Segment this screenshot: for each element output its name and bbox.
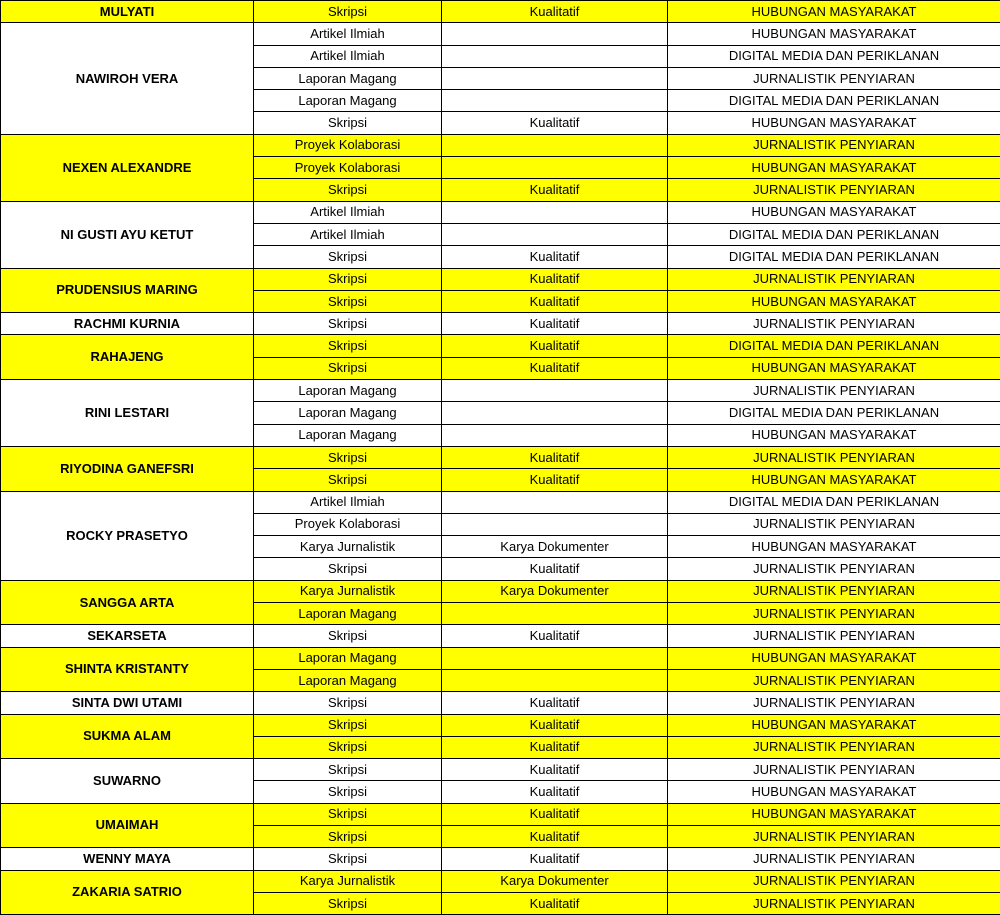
method-cell [442, 201, 668, 223]
student-name-cell: SEKARSETA [1, 625, 254, 647]
concentration-cell: JURNALISTIK PENYIARAN [668, 268, 1000, 290]
method-cell [442, 603, 668, 625]
table-row [1, 625, 1000, 647]
method-cell: Kualitatif [442, 803, 668, 825]
concentration-cell: HUBUNGAN MASYARAKAT [668, 157, 1000, 179]
method-cell: Kualitatif [442, 625, 668, 647]
concentration-cell: HUBUNGAN MASYARAKAT [668, 803, 1000, 825]
concentration-cell: JURNALISTIK PENYIARAN [668, 870, 1000, 892]
work-type-cell: Skripsi [254, 1, 442, 23]
concentration-cell: HUBUNGAN MASYARAKAT [668, 112, 1000, 134]
work-type-cell: Artikel Ilmiah [254, 23, 442, 45]
work-type-cell: Skripsi [254, 290, 442, 312]
concentration-cell: JURNALISTIK PENYIARAN [668, 625, 1000, 647]
method-cell: Kualitatif [442, 179, 668, 201]
student-name-cell: ROCKY PRASETYO [1, 491, 254, 580]
work-type-cell: Artikel Ilmiah [254, 491, 442, 513]
work-type-cell: Skripsi [254, 736, 442, 758]
student-name-cell: RIYODINA GANEFSRI [1, 446, 254, 491]
work-type-cell: Laporan Magang [254, 90, 442, 112]
concentration-cell: JURNALISTIK PENYIARAN [668, 446, 1000, 468]
method-cell: Kualitatif [442, 692, 668, 714]
work-type-cell: Artikel Ilmiah [254, 201, 442, 223]
method-cell [442, 134, 668, 156]
concentration-cell: HUBUNGAN MASYARAKAT [668, 23, 1000, 45]
method-cell: Kualitatif [442, 357, 668, 379]
work-type-cell: Laporan Magang [254, 603, 442, 625]
work-type-cell: Skripsi [254, 268, 442, 290]
table-row [1, 268, 1000, 290]
concentration-cell: HUBUNGAN MASYARAKAT [668, 714, 1000, 736]
student-name-cell: NEXEN ALEXANDRE [1, 134, 254, 201]
concentration-cell: JURNALISTIK PENYIARAN [668, 603, 1000, 625]
table-row [1, 313, 1000, 335]
method-cell: Kualitatif [442, 781, 668, 803]
concentration-cell: DIGITAL MEDIA DAN PERIKLANAN [668, 402, 1000, 424]
method-cell: Kualitatif [442, 112, 668, 134]
method-cell [442, 491, 668, 513]
student-name-cell: SUKMA ALAM [1, 714, 254, 759]
concentration-cell: HUBUNGAN MASYARAKAT [668, 424, 1000, 446]
method-cell: Kualitatif [442, 246, 668, 268]
method-cell: Kualitatif [442, 335, 668, 357]
work-type-cell: Skripsi [254, 558, 442, 580]
student-name-cell: SANGGA ARTA [1, 580, 254, 625]
concentration-cell: JURNALISTIK PENYIARAN [668, 558, 1000, 580]
method-cell: Karya Dokumenter [442, 580, 668, 602]
work-type-cell: Skripsi [254, 848, 442, 870]
work-type-cell: Skripsi [254, 825, 442, 847]
student-name-cell: RINI LESTARI [1, 380, 254, 447]
work-type-cell: Skripsi [254, 313, 442, 335]
concentration-cell: JURNALISTIK PENYIARAN [668, 736, 1000, 758]
work-type-cell: Skripsi [254, 179, 442, 201]
work-type-cell: Skripsi [254, 892, 442, 914]
method-cell: Kualitatif [442, 714, 668, 736]
concentration-cell: HUBUNGAN MASYARAKAT [668, 647, 1000, 669]
concentration-cell: JURNALISTIK PENYIARAN [668, 825, 1000, 847]
method-cell [442, 67, 668, 89]
table-row [1, 446, 1000, 468]
student-name-cell: RAHAJENG [1, 335, 254, 380]
work-type-cell: Proyek Kolaborasi [254, 157, 442, 179]
student-name-cell: ZAKARIA SATRIO [1, 870, 254, 915]
method-cell: Kualitatif [442, 892, 668, 914]
work-type-cell: Skripsi [254, 759, 442, 781]
method-cell [442, 157, 668, 179]
method-cell: Kualitatif [442, 469, 668, 491]
method-cell: Karya Dokumenter [442, 536, 668, 558]
table-row [1, 848, 1000, 870]
work-type-cell: Laporan Magang [254, 424, 442, 446]
concentration-cell: DIGITAL MEDIA DAN PERIKLANAN [668, 90, 1000, 112]
work-type-cell: Laporan Magang [254, 67, 442, 89]
method-cell [442, 45, 668, 67]
work-type-cell: Karya Jurnalistik [254, 580, 442, 602]
method-cell: Kualitatif [442, 313, 668, 335]
table-row [1, 803, 1000, 825]
table-row [1, 23, 1000, 45]
work-type-cell: Skripsi [254, 692, 442, 714]
work-type-cell: Artikel Ilmiah [254, 223, 442, 245]
student-name-cell: WENNY MAYA [1, 848, 254, 870]
method-cell: Kualitatif [442, 1, 668, 23]
concentration-cell: DIGITAL MEDIA DAN PERIKLANAN [668, 335, 1000, 357]
table-row [1, 714, 1000, 736]
concentration-cell: HUBUNGAN MASYARAKAT [668, 536, 1000, 558]
method-cell [442, 669, 668, 691]
table-row [1, 870, 1000, 892]
work-type-cell: Laporan Magang [254, 380, 442, 402]
concentration-cell: HUBUNGAN MASYARAKAT [668, 1, 1000, 23]
concentration-cell: DIGITAL MEDIA DAN PERIKLANAN [668, 246, 1000, 268]
work-type-cell: Proyek Kolaborasi [254, 134, 442, 156]
table-row [1, 380, 1000, 402]
work-type-cell: Skripsi [254, 357, 442, 379]
concentration-cell: JURNALISTIK PENYIARAN [668, 380, 1000, 402]
concentration-cell: HUBUNGAN MASYARAKAT [668, 357, 1000, 379]
work-type-cell: Skripsi [254, 246, 442, 268]
student-name-cell: RACHMI KURNIA [1, 313, 254, 335]
table-row [1, 580, 1000, 602]
work-type-cell: Skripsi [254, 112, 442, 134]
method-cell [442, 90, 668, 112]
method-cell: Kualitatif [442, 736, 668, 758]
concentration-cell: JURNALISTIK PENYIARAN [668, 669, 1000, 691]
method-cell [442, 380, 668, 402]
work-type-cell: Skripsi [254, 335, 442, 357]
method-cell: Kualitatif [442, 558, 668, 580]
work-type-cell: Skripsi [254, 446, 442, 468]
table-row [1, 335, 1000, 357]
work-type-cell: Laporan Magang [254, 669, 442, 691]
student-name-cell: SHINTA KRISTANTY [1, 647, 254, 692]
concentration-cell: JURNALISTIK PENYIARAN [668, 580, 1000, 602]
concentration-cell: JURNALISTIK PENYIARAN [668, 513, 1000, 535]
student-name-cell: SUWARNO [1, 759, 254, 804]
table-row [1, 134, 1000, 156]
concentration-cell: JURNALISTIK PENYIARAN [668, 759, 1000, 781]
table-row [1, 759, 1000, 781]
table-body [1, 1, 1000, 915]
work-type-cell: Skripsi [254, 469, 442, 491]
method-cell [442, 23, 668, 45]
method-cell: Kualitatif [442, 759, 668, 781]
method-cell [442, 402, 668, 424]
method-cell: Kualitatif [442, 848, 668, 870]
concentration-cell: DIGITAL MEDIA DAN PERIKLANAN [668, 491, 1000, 513]
table-row [1, 692, 1000, 714]
table-row [1, 1, 1000, 23]
method-cell: Kualitatif [442, 268, 668, 290]
student-name-cell: NAWIROH VERA [1, 23, 254, 134]
work-type-cell: Laporan Magang [254, 647, 442, 669]
work-type-cell: Proyek Kolaborasi [254, 513, 442, 535]
method-cell [442, 424, 668, 446]
concentration-cell: HUBUNGAN MASYARAKAT [668, 201, 1000, 223]
student-name-cell: SINTA DWI UTAMI [1, 692, 254, 714]
concentration-cell: JURNALISTIK PENYIARAN [668, 892, 1000, 914]
table-row [1, 647, 1000, 669]
concentration-cell: HUBUNGAN MASYARAKAT [668, 290, 1000, 312]
method-cell [442, 647, 668, 669]
work-type-cell: Skripsi [254, 714, 442, 736]
student-name-cell: UMAIMAH [1, 803, 254, 848]
concentration-cell: JURNALISTIK PENYIARAN [668, 134, 1000, 156]
work-type-cell: Karya Jurnalistik [254, 870, 442, 892]
student-name-cell: PRUDENSIUS MARING [1, 268, 254, 313]
method-cell: Karya Dokumenter [442, 870, 668, 892]
work-type-cell: Karya Jurnalistik [254, 536, 442, 558]
work-type-cell: Skripsi [254, 803, 442, 825]
concentration-cell: HUBUNGAN MASYARAKAT [668, 469, 1000, 491]
method-cell: Kualitatif [442, 825, 668, 847]
concentration-cell: JURNALISTIK PENYIARAN [668, 692, 1000, 714]
table-row [1, 201, 1000, 223]
concentration-cell: JURNALISTIK PENYIARAN [668, 179, 1000, 201]
method-cell [442, 223, 668, 245]
work-type-cell: Artikel Ilmiah [254, 45, 442, 67]
concentration-cell: JURNALISTIK PENYIARAN [668, 313, 1000, 335]
student-name-cell: NI GUSTI AYU KETUT [1, 201, 254, 268]
student-name-cell: MULYATI [1, 1, 254, 23]
method-cell [442, 513, 668, 535]
concentration-cell: HUBUNGAN MASYARAKAT [668, 781, 1000, 803]
work-type-cell: Skripsi [254, 781, 442, 803]
table-row [1, 491, 1000, 513]
method-cell: Kualitatif [442, 290, 668, 312]
concentration-cell: JURNALISTIK PENYIARAN [668, 67, 1000, 89]
concentration-cell: JURNALISTIK PENYIARAN [668, 848, 1000, 870]
concentration-cell: DIGITAL MEDIA DAN PERIKLANAN [668, 223, 1000, 245]
work-type-cell: Skripsi [254, 625, 442, 647]
work-type-cell: Laporan Magang [254, 402, 442, 424]
method-cell: Kualitatif [442, 446, 668, 468]
concentration-cell: DIGITAL MEDIA DAN PERIKLANAN [668, 45, 1000, 67]
